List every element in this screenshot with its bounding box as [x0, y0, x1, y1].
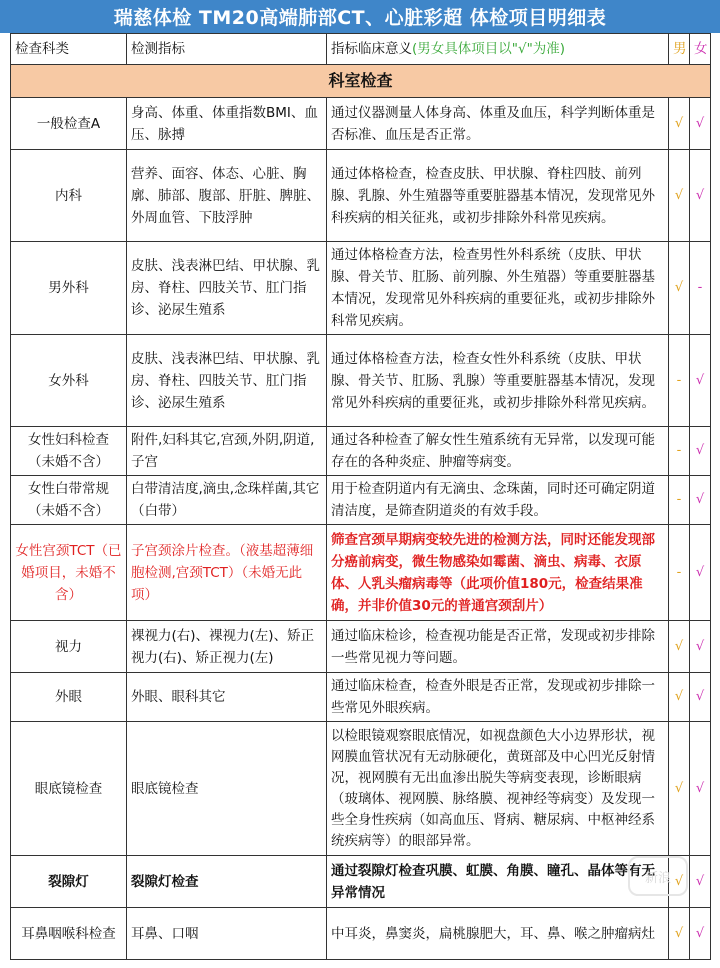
exam-items-table — [10, 33, 711, 960]
header-meaning — [327, 34, 669, 65]
row-category: 女性宫颈TCT（已婚项目，未婚不含） — [11, 525, 127, 621]
table-row — [11, 335, 711, 427]
row-meaning: 中耳炎，鼻窦炎，扁桃腺肥大，耳、鼻、喉之肿瘤病灶 — [327, 908, 669, 960]
table-row — [11, 621, 711, 673]
row-meaning: 通过各种检查了解女性生殖系统有无异常，以发现可能存在的各种炎症、肿瘤等病变。 — [327, 427, 669, 476]
row-category: 女性白带常规（未婚不含） — [11, 476, 127, 525]
row-male-check: √ — [669, 242, 690, 335]
table-row — [11, 525, 711, 621]
row-category: 视力 — [11, 621, 127, 673]
header-meaning-note: (男女具体项目以"√"为准) — [412, 41, 566, 57]
table-header-row — [11, 34, 711, 65]
row-male-check: √ — [669, 98, 690, 150]
row-category: 外眼 — [11, 673, 127, 722]
row-meaning: 通过体格检查，检查皮肤、甲状腺、脊柱四肢、前列腺、乳腺、外生殖器等重要脏器基本情况，发现常见外科疾病的相关征兆，或初步排除外科常见疾病。 — [327, 150, 669, 242]
row-female-check: √ — [690, 621, 711, 673]
table-row — [11, 427, 711, 476]
row-category: 内科 — [11, 150, 127, 242]
row-male-check: √ — [669, 722, 690, 856]
row-male-check: - — [669, 427, 690, 476]
row-category: 耳鼻咽喉科检查 — [11, 908, 127, 960]
row-indicator: 子宫颈涂片检查。（液基超薄细胞检测,宫颈TCT）（未婚无此项） — [127, 525, 327, 621]
row-indicator: 皮肤、浅表淋巴结、甲状腺、乳房、脊柱、四肢关节、肛门指诊、泌尿生殖系 — [127, 242, 327, 335]
row-category: 一般检查A — [11, 98, 127, 150]
row-male-check: - — [669, 335, 690, 427]
row-category: 眼底镜检查 — [11, 722, 127, 856]
page-title: 瑞慈体检 TM20高端肺部CT、心脏彩超 体检项目明细表 — [0, 0, 720, 33]
row-female-check: √ — [690, 150, 711, 242]
row-indicator: 裸视力(右)、裸视力(左)、矫正视力(右)、矫正视力(左) — [127, 621, 327, 673]
watermark-logo: 新浪 — [628, 856, 688, 896]
table-row — [11, 673, 711, 722]
table-row — [11, 98, 711, 150]
row-female-check: √ — [690, 476, 711, 525]
header-category: 检查科类 — [11, 34, 127, 65]
row-meaning: 筛查宫颈早期病变较先进的检测方法，同时还能发现部分癌前病变，微生物感染如霉菌、滴虫、病毒、衣原体、人乳头瘤病毒等（此项价值180元，检查结果准确，并非价值30元的普通宫颈刮片） — [327, 525, 669, 621]
row-meaning: 通过体格检查方法，检查男性外科系统（皮肤、甲状腺、骨关节、肛肠、前列腺、外生殖器）等重要脏器基本情况，发现常见外科疾病的重要征兆，或初步排除外科常见疾病。 — [327, 242, 669, 335]
row-female-check: √ — [690, 427, 711, 476]
row-female-check: √ — [690, 335, 711, 427]
row-indicator: 皮肤、浅表淋巴结、甲状腺、乳房、脊柱、四肢关节、肛门指诊、泌尿生殖系 — [127, 335, 327, 427]
row-female-check: √ — [690, 722, 711, 856]
section-row — [11, 65, 711, 98]
row-meaning: 以检眼镜观察眼底情况，如视盘颜色大小边界形状，视网膜血管状况有无动脉硬化，黄斑部及中心凹光反射情况，视网膜有无出血渗出脱失等病变表现，诊断眼病（玻璃体、视网膜、脉络膜、视神经等病变）及发现一些全身性疾病（如高血压、肾病、糖尿病、中枢神经系统疾病等）的眼部异常。 — [327, 722, 669, 856]
row-category: 裂隙灯 — [11, 856, 127, 908]
row-female-check: √ — [690, 908, 711, 960]
table-row — [11, 722, 711, 856]
row-indicator: 白带清洁度,滴虫,念珠样菌,其它（白带） — [127, 476, 327, 525]
row-meaning: 通过临床检查，检查外眼是否正常，发现或初步排除一些常见外眼疾病。 — [327, 673, 669, 722]
table-row — [11, 150, 711, 242]
row-category: 女性妇科检查（未婚不含） — [11, 427, 127, 476]
header-indicator: 检测指标 — [127, 34, 327, 65]
row-meaning: 通过仪器测量人体身高、体重及血压，科学判断体重是否标准、血压是否正常。 — [327, 98, 669, 150]
row-female-check: - — [690, 242, 711, 335]
row-female-check: √ — [690, 856, 711, 908]
row-male-check: √ — [669, 621, 690, 673]
table-row — [11, 242, 711, 335]
row-male-check: √ — [669, 150, 690, 242]
table-row — [11, 476, 711, 525]
row-meaning: 用于检查阴道内有无滴虫、念珠菌，同时还可确定阴道清洁度，是筛查阴道炎的有效手段。 — [327, 476, 669, 525]
header-female: 女 — [690, 34, 711, 65]
header-male: 男 — [669, 34, 690, 65]
row-indicator: 附件,妇科其它,宫颈,外阴,阴道,子宫 — [127, 427, 327, 476]
row-indicator: 裂隙灯检查 — [127, 856, 327, 908]
row-female-check: √ — [690, 525, 711, 621]
row-male-check: - — [669, 525, 690, 621]
row-indicator: 外眼、眼科其它 — [127, 673, 327, 722]
row-meaning: 通过临床检诊，检查视功能是否正常，发现或初步排除一些常见视力等问题。 — [327, 621, 669, 673]
table-row — [11, 856, 711, 908]
row-indicator: 身高、体重、体重指数BMI、血压、脉搏 — [127, 98, 327, 150]
row-meaning: 通过体格检查方法，检查女性外科系统（皮肤、甲状腺、骨关节、肛肠、乳腺）等重要脏器基本情况，发现常见外科疾病的重要征兆，或初步排除外科常见疾病。 — [327, 335, 669, 427]
header-meaning-label: 指标临床意义 — [331, 41, 412, 57]
table-row — [11, 908, 711, 960]
row-indicator: 眼底镜检查 — [127, 722, 327, 856]
row-category: 男外科 — [11, 242, 127, 335]
row-male-check: √ — [669, 673, 690, 722]
row-indicator: 耳鼻、口咽 — [127, 908, 327, 960]
row-male-check: √ — [669, 856, 690, 908]
row-female-check: √ — [690, 98, 711, 150]
row-male-check: √ — [669, 908, 690, 960]
row-female-check: √ — [690, 673, 711, 722]
row-meaning: 通过裂隙灯检查巩膜、虹膜、角膜、瞳孔、晶体等有无异常情况 — [327, 856, 669, 908]
section-title: 科室检查 — [11, 65, 711, 98]
row-indicator: 营养、面容、体态、心脏、胸廓、肺部、腹部、肝脏、脾脏、外周血管、下肢浮肿 — [127, 150, 327, 242]
row-category: 女外科 — [11, 335, 127, 427]
row-male-check: - — [669, 476, 690, 525]
